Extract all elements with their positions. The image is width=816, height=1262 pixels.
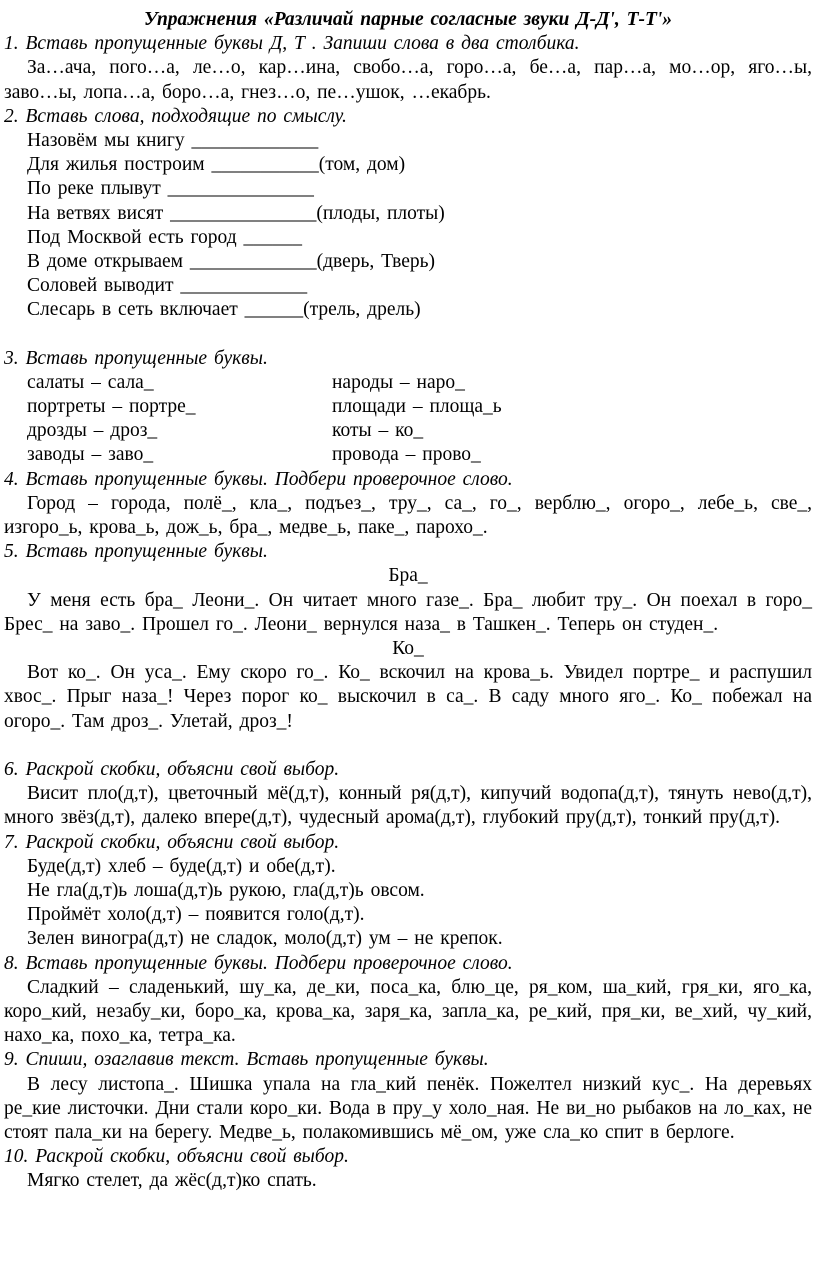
exercise-4-text: Город – города, полё_, кла_, подъез_, тру_, са_, го_, верблю_, огоро_, лебе_ь, све_, изгоро_ь, крова_ь, дож_ь, бра_, медве_ь, паке_, парохо_. [4,492,812,539]
exercise-5-task: 5. Вставь пропущенные буквы. [4,541,268,563]
exercise-5-heading: Бра_ [388,565,428,587]
exercise-5-text: Вот ко_. Он уса_. Ему скоро го_. Ко_ вскочил на крова_ь. Увидел портре_ и распушил хвос_. Прыг наза_! Через порог ко_ выскочил в са_. В саду много яго_. Ко_ побежал на огоро_. Там дроз_. Улетай, дроз_! [4,662,812,732]
exercise-2-line: Назовём мы книгу _____________ [27,130,319,152]
exercise-2-line: Соловей выводит _____________ [27,275,308,297]
exercise-6-task: 6. Раскрой скобки, объясни свой выбор. [4,758,340,780]
exercise-3-right: народы – наро_ [332,371,465,393]
exercise-7-line: Зелен виногра(д,т) не сладок, моло(д,т) ум – не крепок. [27,928,503,950]
exercise-3-right: площади – площа_ь [332,396,502,418]
page-title: Упражнения «Различай парные согласные звуки Д-Д', Т-Т'» [143,9,673,30]
exercise-3-task: 3. Вставь пропущенные буквы. [4,347,268,369]
exercise-3-left: салаты – сала_ [27,371,154,393]
spacer [4,323,812,347]
exercise-2-line: По реке плывут _______________ [27,178,314,200]
exercise-2-task: 2. Вставь слова, подходящие по смыслу. [4,105,347,127]
exercise-7-line: Буде(д,т) хлеб – буде(д,т) и обе(д,т). [27,855,336,877]
exercise-1-text: За…ача, пого…а, ле…о, кар…ина, свобо…а, горо…а, бе…а, пар…а, мо…ор, яго…ы, заво…ы, лопа…а, боро…а, гнез…о, пе…ушок, …екабрь. [4,57,812,103]
exercise-7-line: Не гла(д,т)ь лоша(д,т)ь рукою, гла(д,т)ь овсом. [27,879,425,901]
exercise-2-line: На ветвях висят _______________(плоды, плоты) [27,202,445,224]
exercise-8-task: 8. Вставь пропущенные буквы. Подбери проверочное слово. [4,952,513,974]
exercise-3-right: провода – прово_ [332,444,481,466]
exercise-9-text: В лесу листопа_. Шишка упала на гла_кий пенёк. Пожелтел низкий кус_. На деревьях ре_кие листочки. Дни стали коро_ки. Вода в пру_у холо_ная. Не ви_но рыбаков на ло_ках, не стоят пала_ки на берегу. Медве_ь, полакомившись мё_ом, уже сла_ко спит в берлоге. [4,1073,812,1143]
exercise-2-line: Для жилья построим ___________(том, дом) [27,154,406,176]
exercise-3-row [4,395,812,419]
exercise-3-row [4,371,812,395]
exercise-2-line: Слесарь в сеть включает ______(трель, дрель) [27,299,421,321]
exercise-8-text: Сладкий – сладенький, шу_ка, де_ки, поса_ка, блю_це, ря_ком, ша_кий, гря_ки, яго_ка, коро_кий, незабу_ки, боро_ка, крова_ка, заря_ка, запла_ка, ре_кий, пря_ки, ве_хий, чу_кий, нахо_ка, похо_ка, тетра_ка. [4,976,812,1047]
exercise-3-left: портреты – портре_ [27,396,196,418]
exercise-7-task: 7. Раскрой скобки, объясни свой выбор. [4,831,340,853]
exercise-10-task: 10. Раскрой скобки, объясни свой выбор. [4,1146,349,1168]
exercise-5-text: У меня есть бра_ Леони_. Он читает много газе_. Бра_ любит тру_. Он поехал в горо_ Брес_ на заво_. Прошел го_. Леони_ вернулся наза_ в Ташкен_. Теперь он студен_. [4,589,812,635]
exercise-7-line: Проймёт холо(д,т) – появится голо(д,т). [27,904,365,926]
exercise-3-row [4,419,812,443]
exercise-6-text: Висит пло(д,т), цветочный мё(д,т), конный ря(д,т), кипучий водопа(д,т), тянуть нево(д,т), много звёз(д,т), далеко впере(д,т), чудесный арома(д,т), глубокий пру(д,т), тонкий пру(д,т). [4,783,812,829]
spacer [4,734,812,758]
exercise-5-heading: Ко_ [392,638,424,660]
exercise-3-row [4,443,812,467]
exercise-3-left: дрозды – дроз_ [27,420,158,442]
exercise-3-right: коты – ко_ [332,420,424,442]
exercise-1-task: 1. Вставь пропущенные буквы Д, Т . Запиши слова в два столбика. [4,33,580,55]
exercise-10-text: Мягко стелет, да жёс(д,т)ко спать. [27,1170,317,1192]
exercise-2-line: В доме открываем _____________(дверь, Тверь) [27,251,435,273]
exercise-2-line: Под Москвой есть город ______ [27,226,303,248]
exercise-4-task: 4. Вставь пропущенные буквы. Подбери проверочное слово. [4,468,513,490]
exercise-3-left: заводы – заво_ [27,444,154,466]
exercise-9-task: 9. Спиши, озаглавив текст. Вставь пропущенные буквы. [4,1049,489,1071]
